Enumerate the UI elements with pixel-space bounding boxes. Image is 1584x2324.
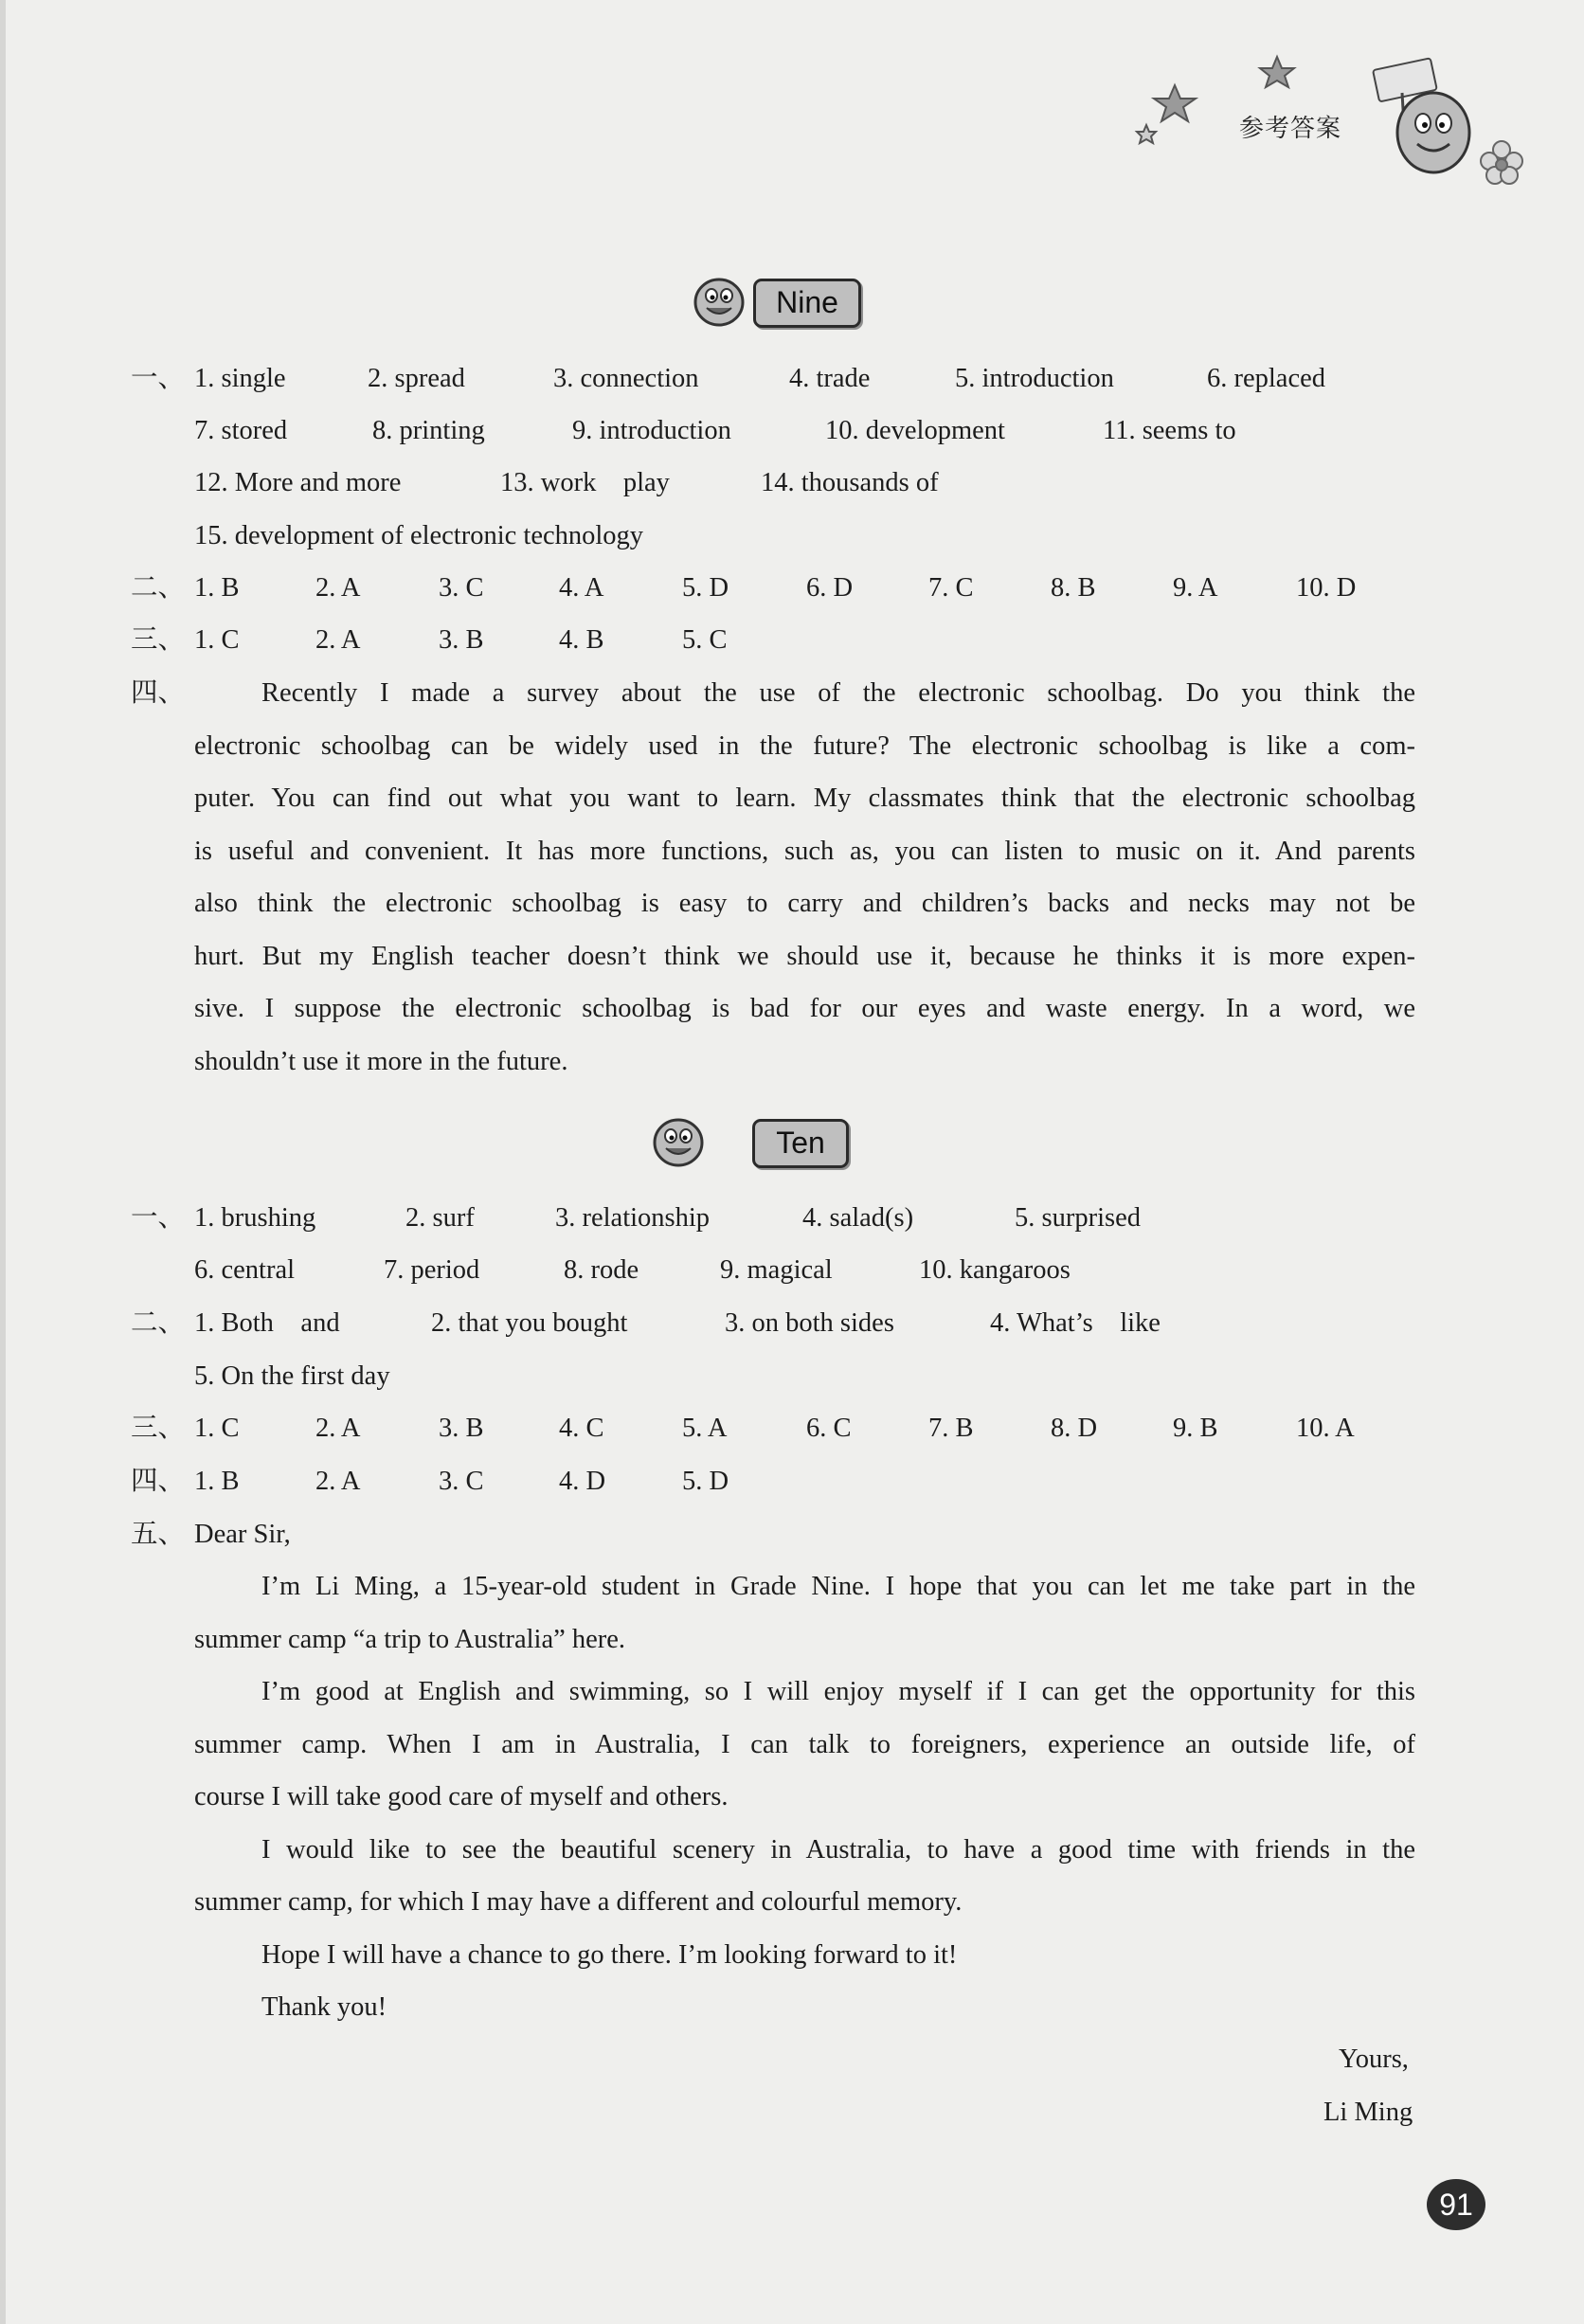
answer-item: 3. connection: [553, 364, 699, 393]
answer-item: 4. salad(s): [802, 1203, 914, 1233]
answer-item: 2. spread: [368, 364, 465, 393]
unit-ten-title: Ten: [752, 1119, 849, 1168]
answer-item: 4. B: [559, 625, 604, 655]
essay-line: electronic schoolbag can be widely used in the future? The electronic schoolbag is like a com-: [194, 731, 1415, 761]
answer-item: 8. D: [1051, 1414, 1098, 1443]
section-mark: 三、: [131, 1414, 186, 1443]
answer-item: 2. A: [315, 573, 361, 603]
essay-line: also think the electronic schoolbag is easy to carry and children’s backs and necks may not be: [194, 889, 1415, 918]
section-mark: 三、: [131, 625, 186, 655]
letter-line: Hope I will have a chance to go there. I’m looking forward to it!: [261, 1940, 958, 1970]
answer-item: 10. kangaroos: [919, 1255, 1071, 1285]
section-mark: 五、: [131, 1520, 186, 1549]
header-label: 参考答案: [1239, 115, 1342, 143]
letter-closing: Yours,: [1339, 2045, 1409, 2074]
section-mark: 一、: [131, 364, 186, 393]
answer-item: 10. D: [1296, 573, 1357, 603]
letter-line: summer camp. When I am in Australia, I can talk to foreigners, experience an outside life, of: [194, 1730, 1415, 1759]
answer-item: 5. surprised: [1015, 1203, 1141, 1233]
answer-item: 6. replaced: [1207, 364, 1326, 393]
mascot-icon: [1397, 93, 1469, 172]
answer-item: 3. relationship: [555, 1203, 711, 1233]
answer-item: 1. single: [194, 364, 286, 393]
answer-item: 1. B: [194, 573, 240, 603]
answer-item: 4. D: [559, 1467, 606, 1496]
answer-item: 7. stored: [194, 416, 288, 445]
letter-line: summer camp “a trip to Australia” here.: [194, 1625, 626, 1654]
mascot-icon: [649, 1113, 708, 1168]
answer-item: 11. seems to: [1103, 416, 1236, 445]
essay-line: hurt. But my English teacher doesn’t think we should use it, because he thinks it is more expen-: [194, 942, 1415, 971]
answer-item: 6. D: [806, 573, 854, 603]
answer-item: 10. development: [825, 416, 1005, 445]
answer-item: 1. B: [194, 1467, 240, 1496]
answer-item: 15. development of electronic technology: [194, 521, 644, 550]
answer-item: 3. B: [439, 625, 484, 655]
answer-item: 2. that you bought: [431, 1308, 628, 1338]
answer-item: 10. A: [1296, 1414, 1355, 1443]
answer-item: 8. B: [1051, 573, 1096, 603]
answer-item: 5. On the first day: [194, 1361, 390, 1391]
page-number-badge: 91: [1427, 2179, 1485, 2230]
answer-item: 5. D: [682, 573, 729, 603]
section-mark: 四、: [131, 678, 186, 708]
answer-item: 9. introduction: [572, 416, 731, 445]
answer-item: 3. C: [439, 573, 484, 603]
answer-item: 7. B: [928, 1414, 974, 1443]
answer-item: 2. A: [315, 625, 361, 655]
answer-item: 9. magical: [720, 1255, 833, 1285]
answer-item: 13. work play: [500, 468, 670, 497]
answer-item: 4. C: [559, 1414, 604, 1443]
answer-item: 4. trade: [789, 364, 871, 393]
answer-item: 3. on both sides: [725, 1308, 894, 1338]
essay-line: shouldn’t use it more in the future.: [194, 1047, 568, 1076]
letter-greeting: Dear Sir,: [194, 1520, 291, 1549]
answer-item: 5. C: [682, 625, 728, 655]
essay-line: Recently I made a survey about the use of the electronic schoolbag. Do you think the: [261, 678, 1415, 708]
letter-line: summer camp, for which I may have a different and colourful memory.: [194, 1887, 963, 1917]
flower-icon: [1481, 141, 1522, 184]
letter-line: course I will take good care of myself and others.: [194, 1782, 729, 1811]
answer-item: 3. B: [439, 1414, 484, 1443]
letter-line: I’m good at English and swimming, so I will enjoy myself if I can get the opportunity for this: [261, 1677, 1415, 1706]
answer-item: 8. rode: [564, 1255, 639, 1285]
answer-item: 1. Both and: [194, 1308, 340, 1338]
answer-item: 6. C: [806, 1414, 852, 1443]
essay-line: sive. I suppose the electronic schoolbag is bad for our eyes and waste energy. In a word, we: [194, 994, 1415, 1023]
letter-line: I’m Li Ming, a 15-year-old student in Grade Nine. I hope that you can let me take part in the: [261, 1572, 1415, 1601]
mascot-icon: [690, 273, 748, 328]
essay-line: puter. You can find out what you want to learn. My classmates think that the electronic schoolbag: [194, 784, 1415, 813]
answer-item: 5. A: [682, 1414, 728, 1443]
answer-item: 2. A: [315, 1414, 361, 1443]
section-mark: 一、: [131, 1203, 186, 1233]
section-mark: 二、: [131, 1308, 186, 1338]
answer-item: 3. C: [439, 1467, 484, 1496]
answer-item: 4. A: [559, 573, 604, 603]
answer-item: 14. thousands of: [761, 468, 939, 497]
letter-line: Thank you!: [261, 1992, 387, 2022]
essay-line: is useful and convenient. It has more functions, such as, you can listen to music on it. And parents: [194, 837, 1415, 866]
answer-item: 12. More and more: [194, 468, 402, 497]
page-edge: [0, 0, 6, 2324]
letter-line: I would like to see the beautiful scenery in Australia, to have a good time with friends in the: [261, 1835, 1415, 1865]
answer-item: 6. central: [194, 1255, 296, 1285]
answer-item: 4. What’s like: [990, 1308, 1161, 1338]
answer-item: 1. C: [194, 1414, 240, 1443]
unit-nine-title: Nine: [753, 279, 861, 328]
answer-item: 5. D: [682, 1467, 729, 1496]
answer-item: 7. C: [928, 573, 974, 603]
section-mark: 二、: [131, 573, 186, 603]
answer-item: 9. B: [1173, 1414, 1218, 1443]
answer-item: 2. surf: [405, 1203, 475, 1233]
answer-item: 7. period: [384, 1255, 480, 1285]
answer-item: 1. brushing: [194, 1203, 316, 1233]
answer-item: 8. printing: [372, 416, 485, 445]
answer-item: 9. A: [1173, 573, 1218, 603]
letter-signature: Li Ming: [1323, 2098, 1413, 2127]
section-mark: 四、: [131, 1467, 186, 1496]
answer-item: 5. introduction: [955, 364, 1114, 393]
answer-item: 1. C: [194, 625, 240, 655]
answer-item: 2. A: [315, 1467, 361, 1496]
